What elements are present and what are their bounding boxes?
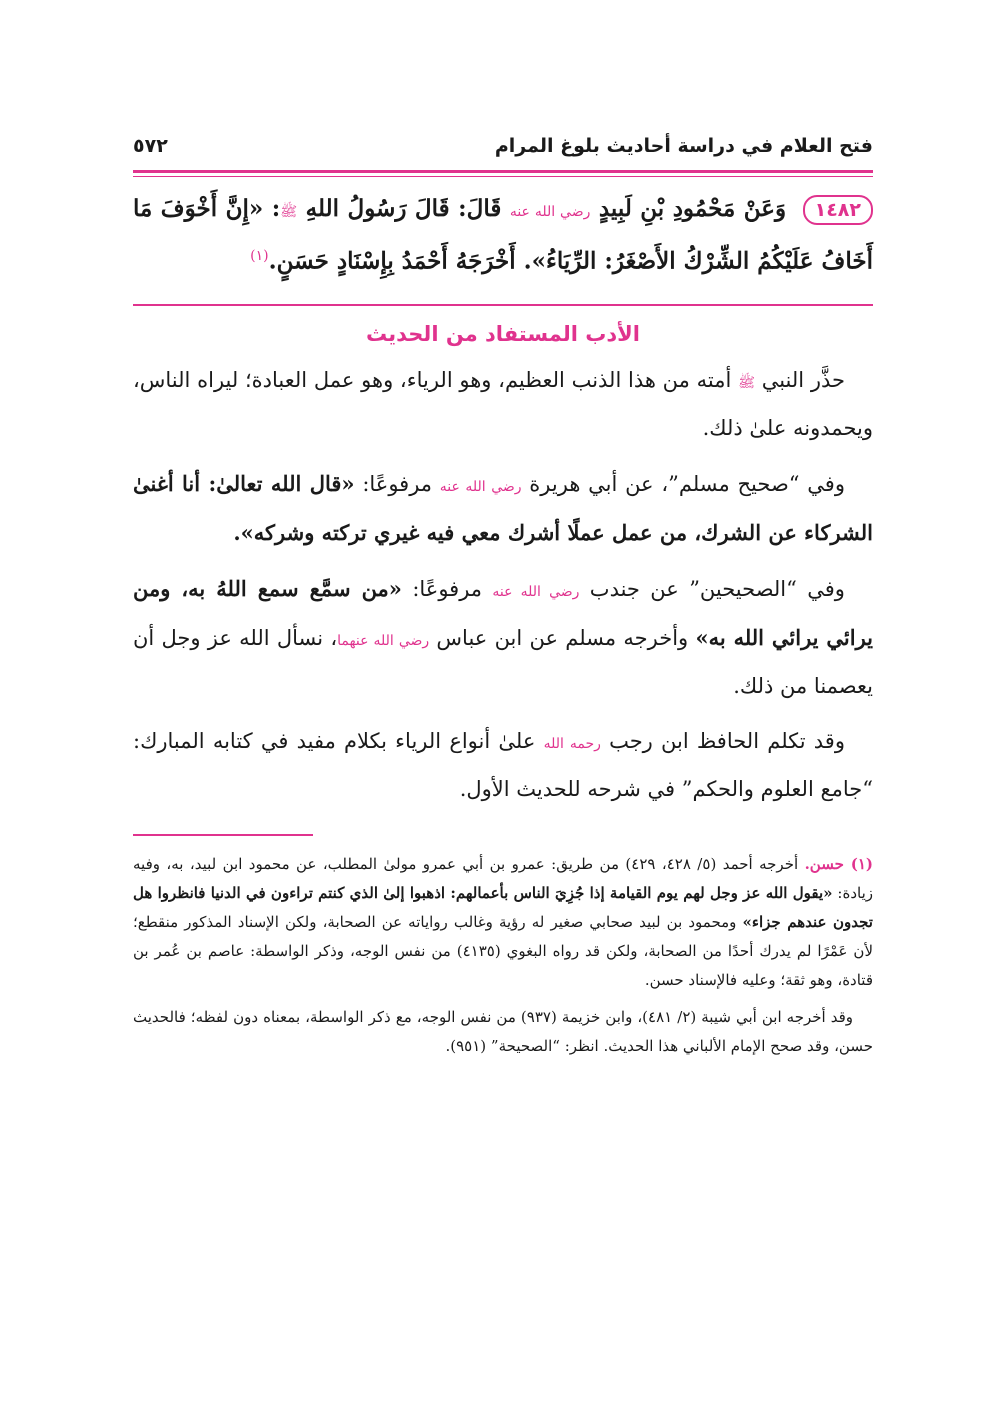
footnote-marker[interactable]: (١) [250,248,269,264]
p4-text-b: علىٰ أنواع الرياء بكلام مفيد في كتابه المبارك: [133,728,536,753]
p3-text-d: وأخرجه مسلم عن ابن عباس [436,625,689,650]
paragraph-1 [133,358,873,451]
header-rule-thin [133,176,873,177]
hadith-takhrij: أَخْرَجَهُ أَحْمَدُ بِإِسْنَادٍ حَسَنٍ. [268,247,516,275]
p2-text-c: مرفوعًا: [362,471,433,496]
paragraph-4 [133,719,873,812]
p4-text-a: وقد تكلم الحافظ ابن رجب [609,728,845,753]
hadith-number-badge: ١٤٨٢ [803,195,873,225]
p2-quote: «قال الله تعالىٰ: أنا أغنىٰ الشركاء عن الشرك، من عمل عملًا أشرك معي فيه غيري تركته وشركه». [133,470,873,545]
p2-text-a: وفي [807,471,845,496]
honorific-radiallahu: رضي الله عنه [509,204,591,220]
source-sahih-muslim: “صحيح مسلم” [668,471,800,496]
running-header [133,128,873,164]
header-rule [133,170,873,173]
honorific-salla: ﷺ [738,374,755,391]
p1-text-b: أمته من هذا الذنب العظيم، وهو الرياء، وهو عمل العبادة؛ ليراه الناس، ويحمدونه علىٰ ذلك. [133,367,873,440]
honorific-salla: ﷺ [280,204,298,220]
fn1-text-b: ومحمود بن لبيد صحابي صغير له رؤية وغالب رواياته عن الصحابة، ولكن الإسناد المذكور منقطع؛ لأن عَمْرًا لم يدرك أحدًا من الصحابة، ولكن قد رواه البغوي (٤١٣٥) من نفس الوجه، وذكر الواسطة: عاصم بن عُمر بن قتادة، وهو ثقة؛ وعليه فالإسناد حسن. [133,912,873,989]
fn1-quote: «يقول الله عز وجل لهم يوم القيامة إذا جُزِيَ الناس بأعمالهم: اذهبوا إلىٰ الذي كنتم تراءون في الدنيا فانظروا هل تجدون عندهم جزاء» [133,883,873,931]
running-title: فتح العلام في دراسة أحاديث بلوغ المرام [494,135,873,157]
p4-text-c: في شرحه للحديث الأول. [459,776,676,801]
p1-text-a: حذَّر النبي [761,367,845,392]
fn2-text-a: وقد أخرجه ابن أبي شيبة (٢/ ٤٨١)، وابن خزيمة (٩٣٧) من نفس الوجه، مع ذكر الواسطة، بمعناه دون لفظه؛ فالحديث حسن، وقد صحح الإمام الألباني هذا الحديث. انظر: [133,1007,873,1055]
footnote-label: (١) حسن. [804,854,874,873]
honorific-radiallahu: رضي الله عنه [492,583,580,600]
page-number: ٥٧٢ [133,135,168,157]
section-heading: الأدب المستفاد من الحديث [366,321,640,346]
p2-text-b: ، عن أبي هريرة [529,471,669,496]
p3-text-b: عن جندب [589,576,679,601]
footnote-1-continued [133,1003,873,1061]
book-page [133,128,873,1069]
p3-text-e: ، نسأل الله عز وجل أن يعصمنا من ذلك. [133,625,873,698]
hadith-text [133,187,873,284]
p3-text-a: وفي [807,576,845,601]
footnote-1 [133,850,873,995]
source-sahihayn: “الصحيحين” [689,576,797,601]
source-jami-al-ulum: “جامع العلوم والحكم” [681,776,873,801]
hadith-narrator: وَعَنْ مَحْمُودِ بْنِ لَبِيدٍ [598,195,787,222]
footnote-divider [133,834,313,836]
paragraph-2 [133,461,873,556]
fn2-text-b: (٩٥١). [445,1036,487,1055]
honorific-rahimahullah: رحمه الله [543,735,601,752]
honorific-radiallahuma: رضي الله عنهما [337,632,430,649]
p3-quote: «من سمَّع سمع اللهُ به، ومن يرائي يرائي الله به» [133,575,874,650]
hadith-quote: : «إِنَّ أَخْوَفَ مَا أَخَافُ عَلَيْكُمُ الشِّرْكُ الأَصْغَرُ: الرِّيَاءُ». [133,195,873,275]
hadith-intro: قَالَ: قَالَ رَسُولُ اللهِ [305,195,502,222]
honorific-radiallahu: رضي الله عنه [439,478,522,495]
p3-text-c: مرفوعًا: [412,576,483,601]
source-sahihah: “الصحيحة” [490,1036,560,1055]
section-rule [133,304,873,306]
fn1-text-a: أخرجه أحمد (٥/ ٤٢٨، ٤٢٩) من طريق: عمرو بن أبي عمرو مولىٰ المطلب، عن محمود ابن لبيد، به، وفيه زيادة: [133,854,873,902]
paragraph-3 [133,566,873,709]
